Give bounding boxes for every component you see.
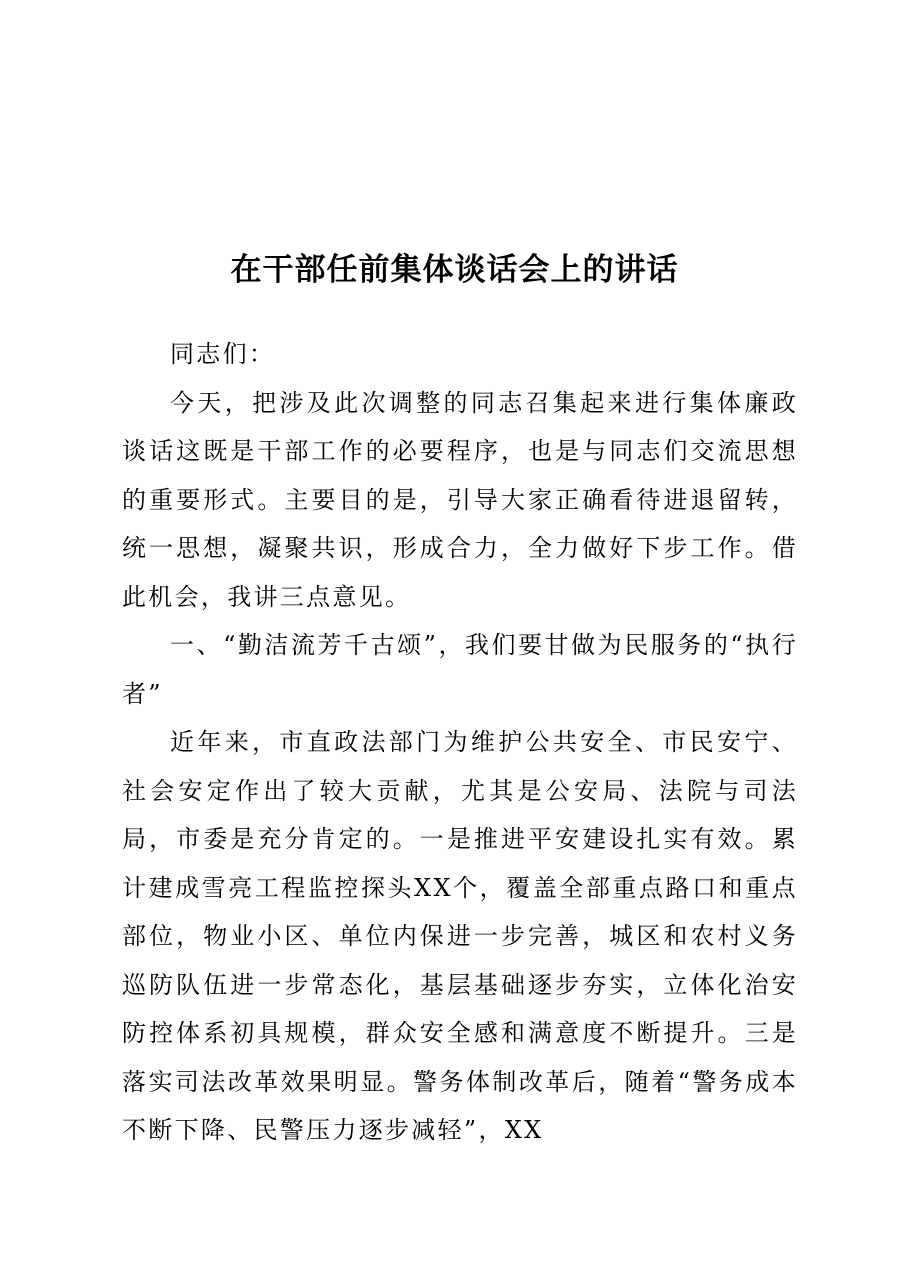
section-heading: 一、“勤洁流芳千古颂”，我们要甘做为民服务的“执行者” xyxy=(122,631,798,708)
document-body xyxy=(122,330,798,1155)
document-title: 在干部任前集体谈话会上的讲话 xyxy=(230,252,679,288)
intro-paragraph: 今天，把涉及此次调整的同志召集起来进行集体廉政谈话这既是干部工作的必要程序，也是与同志们交流思想的重要形式。主要目的是，引导大家正确看待进退留转，统一思想，凝聚共识，形成合力，全力做好下步工作。借此机会，我讲三点意见。 xyxy=(122,388,798,611)
salutation-paragraph: 同志们： xyxy=(170,340,276,368)
body-paragraph: 近年来，市直政法部门为维护公共安全、市民安宁、社会安定作出了较大贡献，尤其是公安局、法院与司法局，市委是充分肯定的。一是推进平安建设扎实有效。累计建成雪亮工程监控探头XX个，覆盖全部重点路口和重点部位，物业小区、单位内保进一步完善，城区和农村义务巡防队伍进一步常态化，基层基础逐步夯实，立体化治安防控体系初具规模，群众安全感和满意度不断提升。三是落实司法改革效果明显。警务体制改革后，随着“警务成本不断下降、民警压力逐步减轻”，XX xyxy=(122,728,798,1144)
